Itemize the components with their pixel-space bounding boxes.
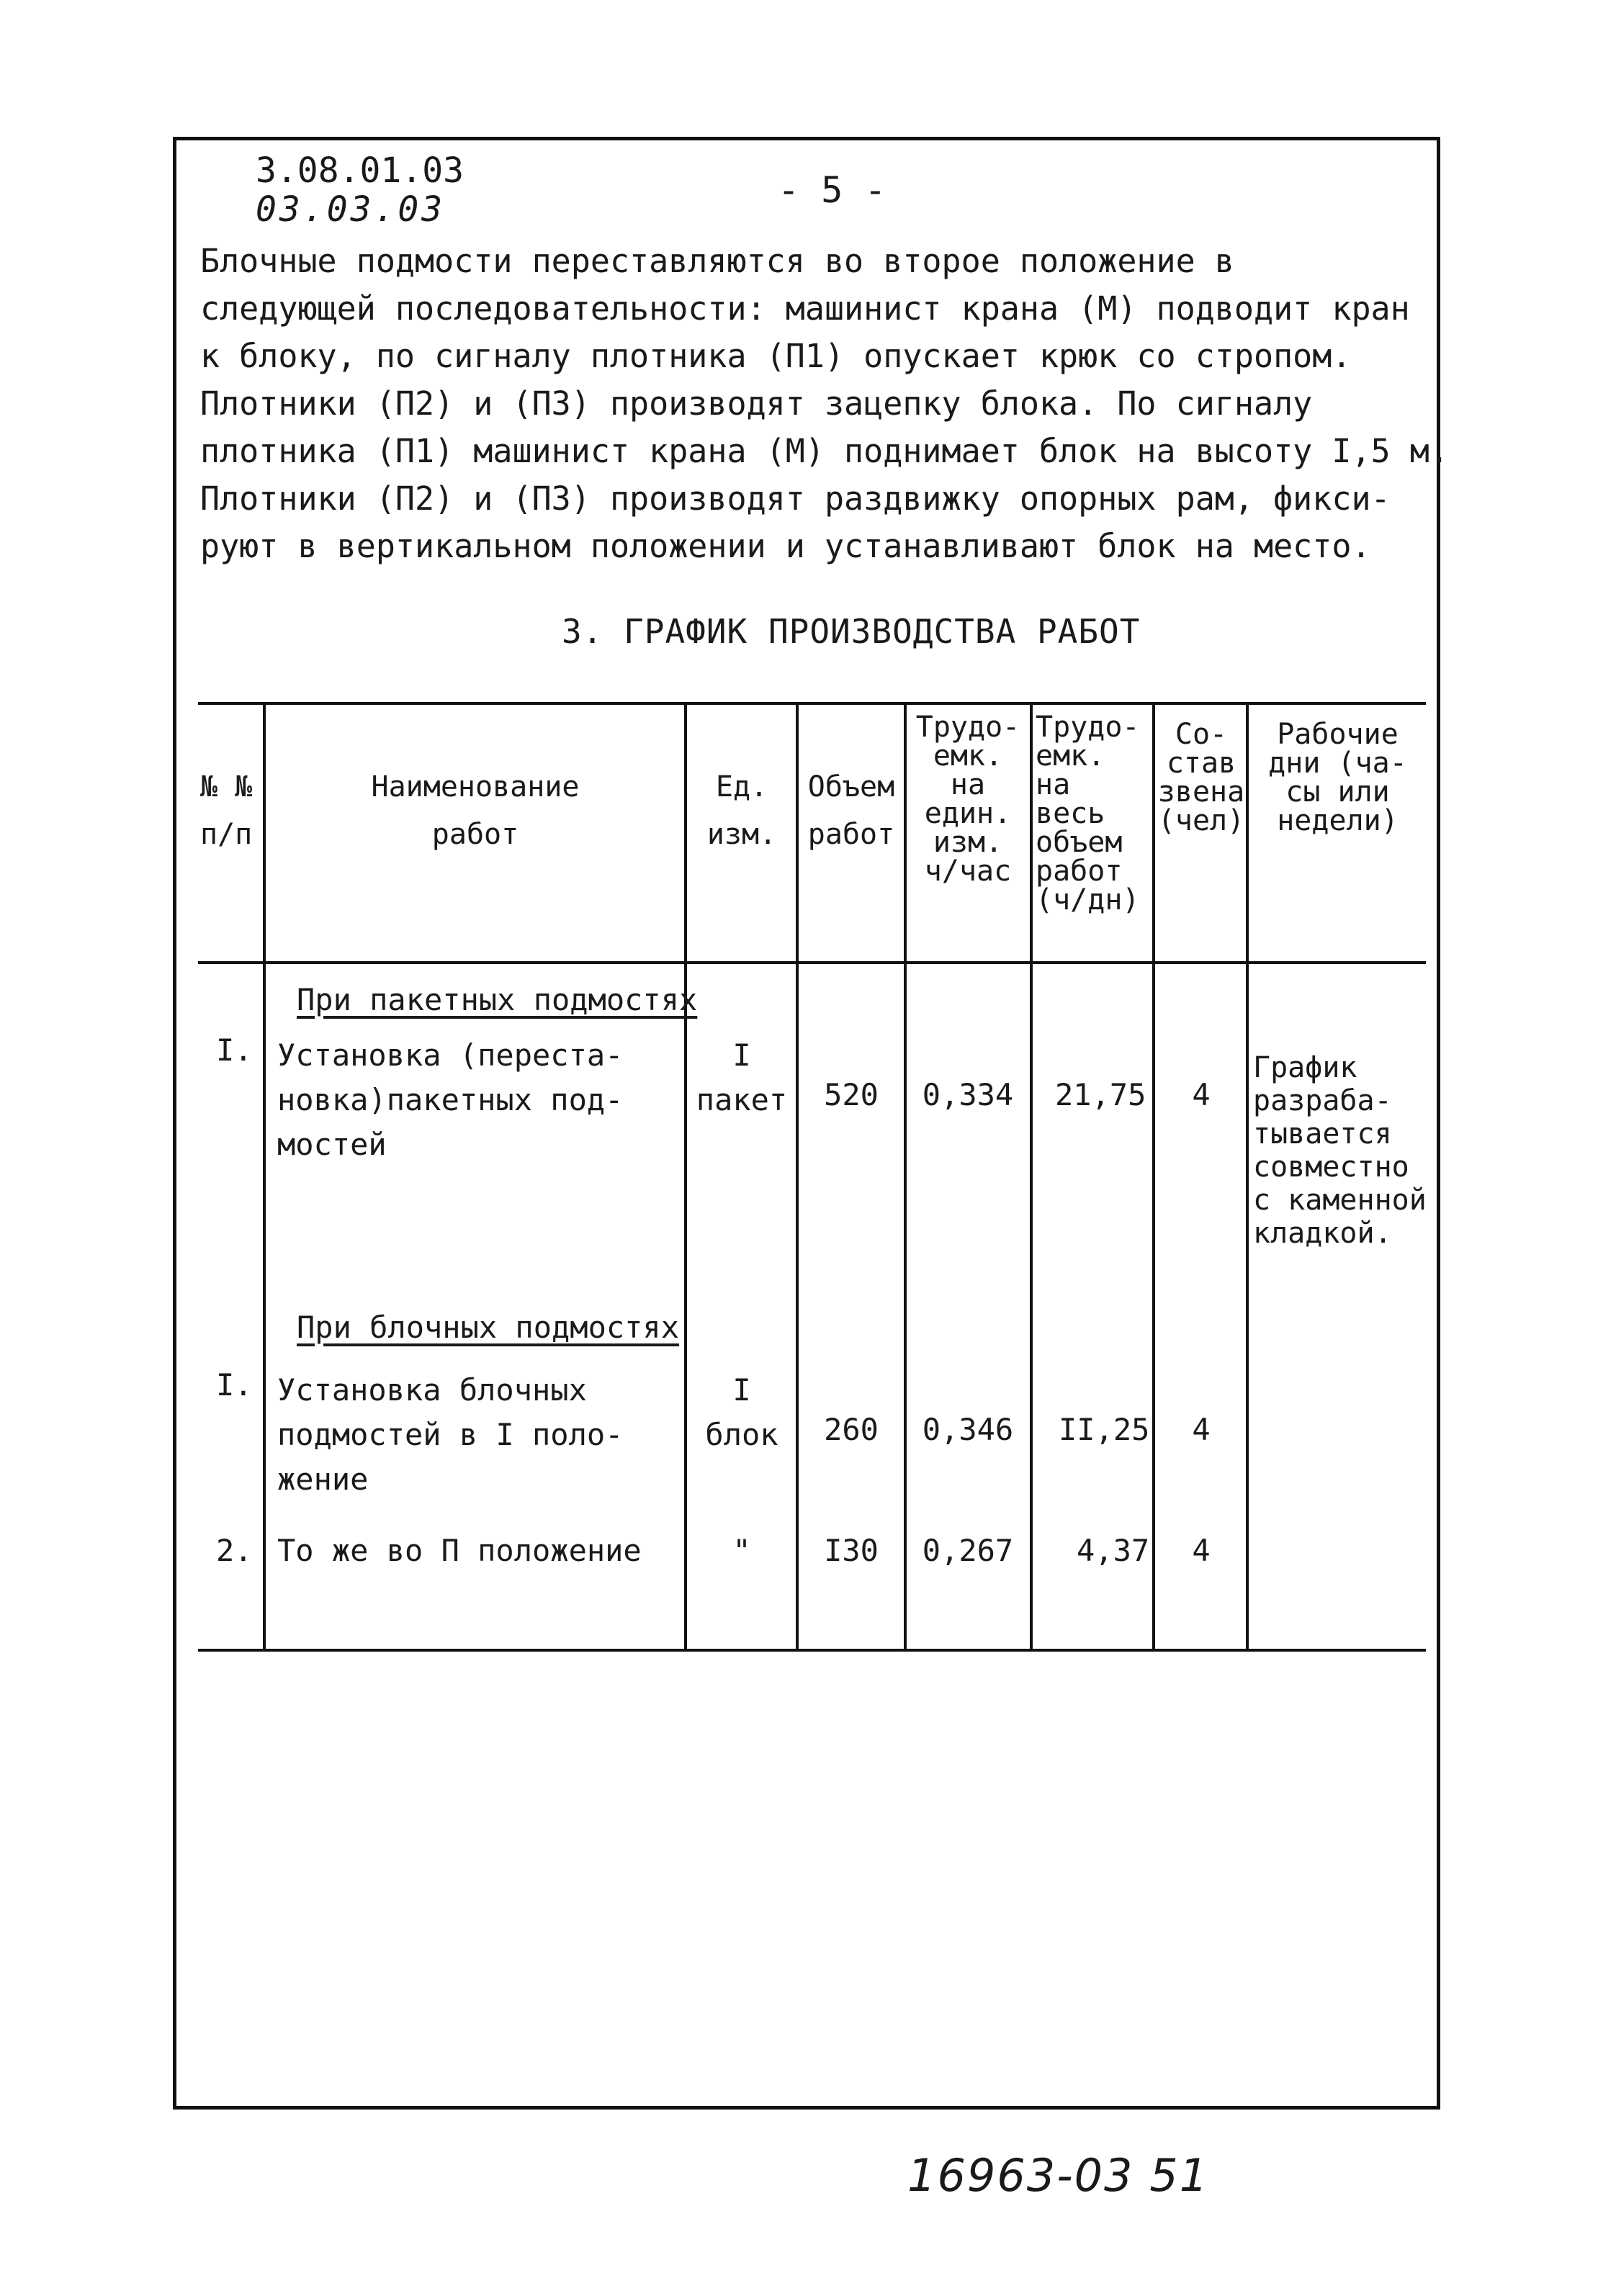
row-labor-unit: 0,267 xyxy=(922,1533,1014,1568)
header-days: Рабочие дни (ча- сы или недели) xyxy=(1268,718,1407,837)
row-labor-total: 21,75 xyxy=(1055,1077,1146,1112)
header-volume: Объем работ xyxy=(807,770,895,851)
body-paragraph: Блочные подмости переставляются во второе положение в следующей последовательности: машинист крана (М) подводит кран к блоку, по сигналу плотника (П1) опускает крюк со стропом. Плотники (П2) и (П3) производят зацепку блока. По сигналу плотника (П1) машинист крана (М) поднимает блок на высоту I,5 м. Плотники (П2) и (П3) производят раздвижку опорных рам, фикси- руют в вертикальном положении и устанавливают блок на место. xyxy=(200,242,1449,565)
header-num: № № п/п xyxy=(200,770,253,851)
row-volume: 260 xyxy=(824,1412,879,1447)
header-unit: Ед. изм. xyxy=(706,770,777,851)
row-labor-unit: 0,346 xyxy=(922,1412,1014,1447)
section-title: 3. ГРАФИК ПРОИЗВОДСТВА РАБОТ xyxy=(562,612,1141,651)
row-unit: I пакет xyxy=(696,1037,788,1117)
row-crew: 4 xyxy=(1192,1077,1211,1112)
group-title-block: При блочных подмостях xyxy=(297,1310,680,1345)
col-divider xyxy=(684,702,687,1649)
row-unit: " xyxy=(732,1533,751,1568)
row-name: То же во П положение xyxy=(277,1533,642,1568)
doc-code-typed: 3.08.01.03 xyxy=(256,150,464,191)
group-title-packet: При пакетных подмостях xyxy=(297,982,698,1017)
document-code xyxy=(256,151,464,229)
archive-stamp: 16963-03 51 xyxy=(907,2149,1210,2202)
col-divider xyxy=(263,702,266,1649)
header-name: Наименование работ xyxy=(371,770,580,851)
row-labor-unit: 0,334 xyxy=(922,1077,1014,1112)
row-volume: 520 xyxy=(824,1077,879,1112)
row-name: Установка (переста- новка)пакетных под- мостей xyxy=(277,1037,624,1162)
header-crew: Со- став звена (чел) xyxy=(1157,718,1245,837)
row-num: 2. xyxy=(216,1533,253,1568)
row-days-note: График разраба- тывается совместно с каменной кладкой. xyxy=(1253,1051,1427,1250)
table-top-rule xyxy=(198,702,1426,705)
col-divider xyxy=(1030,702,1033,1649)
row-labor-total: 4,37 xyxy=(1077,1533,1150,1568)
row-crew: 4 xyxy=(1192,1533,1211,1568)
row-name: Установка блочных подмостей в I поло- жение xyxy=(277,1372,624,1497)
row-unit: I блок xyxy=(705,1372,778,1452)
row-volume: I30 xyxy=(824,1533,879,1568)
header-labor-total: Трудо- емк. на весь объем работ (ч/дн) xyxy=(1036,711,1140,917)
table-header-rule xyxy=(198,961,1426,964)
row-crew: 4 xyxy=(1192,1412,1211,1447)
page-number: - 5 - xyxy=(778,169,886,211)
row-labor-total: II,25 xyxy=(1059,1412,1150,1447)
row-num: I. xyxy=(216,1032,253,1068)
header-labor-unit: Трудо- емк. на един. изм. ч/час xyxy=(915,711,1020,888)
col-divider xyxy=(1246,702,1249,1649)
table-bottom-rule xyxy=(198,1649,1426,1652)
row-num: I. xyxy=(216,1367,253,1403)
doc-code-handwritten: 03.03.03 xyxy=(256,189,446,230)
